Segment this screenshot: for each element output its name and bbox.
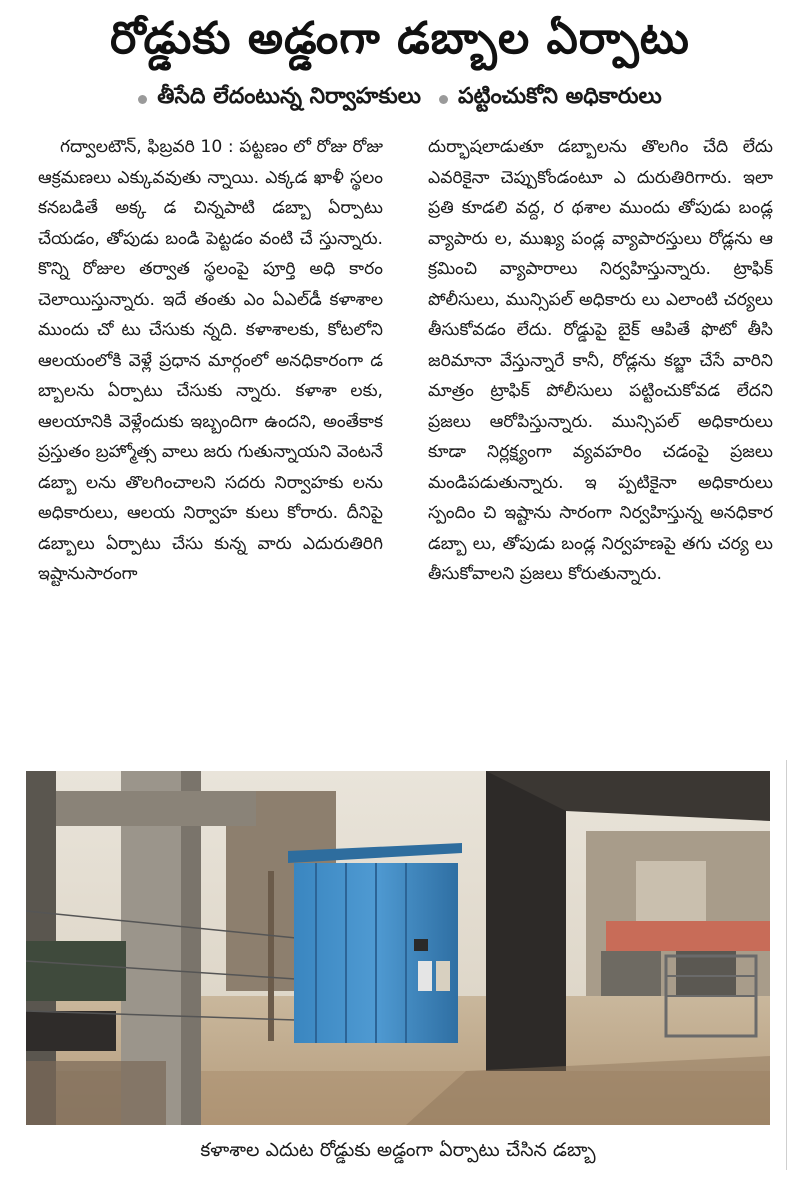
bullet-icon bbox=[138, 95, 147, 104]
article-column-left bbox=[38, 132, 383, 752]
street-scene-photo bbox=[26, 771, 770, 1125]
subhead-1-text: తీసేది లేదంటున్న నిర్వాహకులు bbox=[157, 84, 421, 109]
article-headline: రోడ్డుకు అడ్డంగా డబ్బాల ఏర్పాటు bbox=[110, 13, 690, 64]
subhead-1 bbox=[138, 84, 421, 114]
subhead-2-text: పట్టించుకోని అధికారులు bbox=[457, 84, 662, 109]
photo-caption: కళాశాల ఎదుట రోడ్డుకు అడ్డంగా ఏర్పాటు చేసిన డబ్బా bbox=[200, 1139, 596, 1161]
subhead-2 bbox=[439, 84, 662, 114]
article-paragraph-left: గద్వాలటౌన్, ఫిబ్రవరి 10 : పట్టణం లో రోజు రోజు ఆక్రమణలు ఎక్కువవుతు న్నాయి. ఎక్కడ ఖాళీ స్థలం కనబడితే అక్క డ చిన్నపాటి డబ్బా ఏర్పాటు చేయడం, తోపుడు బండి పెట్టడం వంటి చే స్తున్నారు. కొన్ని రోజుల తర్వాత స్థలంపై పూర్తి అధి కారం చెలాయిస్తున్నారు. ఇదే తంతు ఎం ఏఎల్‌డీ కళాశాల ముందు చో టు చేసుకు న్నది. కళాశాలకు, కోటలోని ఆలయంలోకి వెళ్లే ప్రధాన మార్గంలో అనధికారంగా డ బ్బాలను ఏర్పాటు చేసుకు న్నారు. కళాశా లకు, ఆలయానికి వెళ్లేందుకు ఇబ్బందిగా ఉందని, అంతేకాక ప్రస్తుతం బ్రహ్మోత్స వాలు జరు గుతున్నాయని వెంటనే డబ్బా లను తొలగించాలని సదరు నిర్వాహకు లను అధికారులు, ఆలయ నిర్వాహ కులు కోరారు. దీనిపై డబ్బాలు ఏర్పాటు చేసు కున్న వారు ఎదురుతిరిగి ఇష్టానుసారంగా bbox=[38, 137, 383, 584]
column-divider bbox=[786, 760, 787, 1170]
bullet-icon bbox=[439, 95, 448, 104]
article-photo bbox=[26, 771, 770, 1125]
article-body bbox=[38, 132, 773, 752]
article-column-right bbox=[428, 132, 773, 752]
subheadlines bbox=[0, 82, 800, 116]
article-paragraph-right: దుర్భాషలాడుతూ డబ్బాలను తొలగిం చేది లేదు ఎవరికైనా చెప్పుకోండంటూ ఎ దురుతిరిగారు. ఇలా ప్రతి కూడలి వద్ద, ర థశాల ముందు తోపుడు బండ్ల వ్యాపారు ల, ముఖ్య పండ్ల వ్యాపారస్తులు రోడ్లను ఆ క్రమించి వ్యాపారాలు నిర్వహిస్తున్నారు. ట్రాఫిక్ పోలీసులు, మున్సిపల్ అధికారు లు ఎలాంటి చర్యలు తీసుకోవడం లేదు. రోడ్డుపై బైక్ ఆపితే ఫొటో తీసి జరిమానా వేస్తున్నారే కానీ, రోడ్లను కబ్జా చేసే వారిని మాత్రం ట్రాఫిక్ పోలీసులు పట్టించుకోవడ లేదని ప్రజలు ఆరోపిస్తున్నారు. మున్సిపల్ అధికారులు కూడా నిర్లక్ష్యంగా వ్యవహరిం చడంపై ప్రజలు మండిపడుతున్నారు. ఇ ప్పటికైనా అధికారులు స్పందిం చి ఇష్టాను సారంగా నిర్వహిస్తున్న అనధికార డబ్బా లు, తోపుడు బండ్ల నిర్వహణపై తగు చర్య లు తీసుకోవాలని ప్రజలు కోరుతున్నారు. bbox=[428, 137, 773, 584]
